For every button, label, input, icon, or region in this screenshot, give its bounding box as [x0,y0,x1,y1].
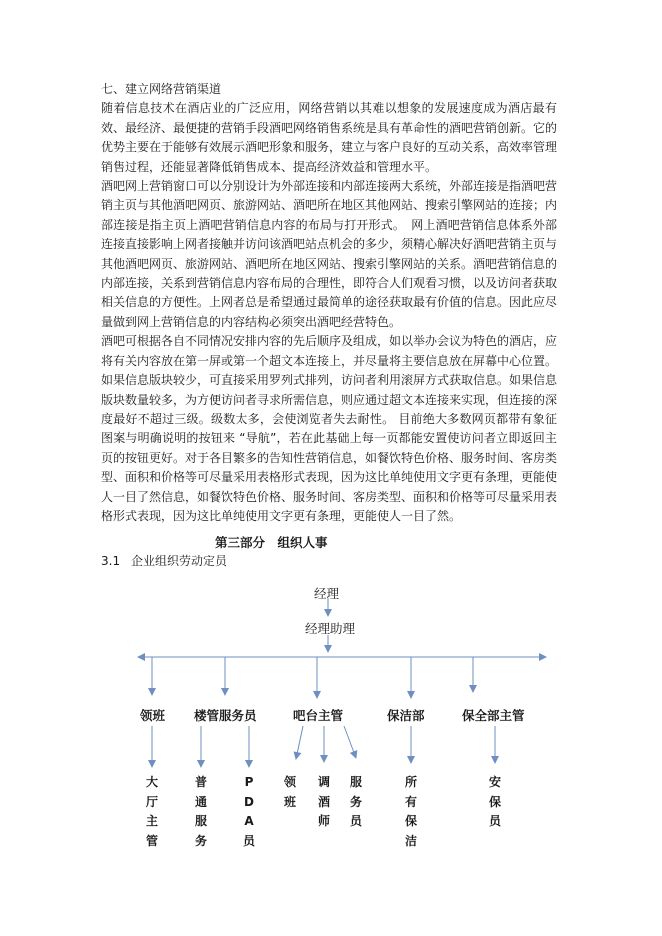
section-heading: 七、建立网络营销渠道 [101,82,222,96]
dept-bar-supervisor: 吧台主管 [293,708,344,723]
staff-all-cleaning: 所有保洁 [404,775,417,848]
arrow-to-bar-lingban [296,726,303,759]
section-number: 3.1 [101,554,121,568]
staff-pda: PDA员 [242,775,255,848]
node-assistant-manager: 经理助理 [305,621,356,636]
section-subtitle [101,552,227,569]
document-body [101,80,557,526]
dept-floor-staff: 楼管服务员 [194,708,257,723]
staff-lobby-supervisor: 大厅主管 [145,775,158,848]
dept-lingban: 领班 [140,708,166,723]
paragraph-3: 酒吧可根据各自不同情况安排内容的先后顺序及组成，如以举办会议为特色的酒店，应将有关内容放在第一屏或第一个超文本连接上，并尽量将主要信息放在屏幕中心位置。如果信息版块较少，可直接采用罗列式排列，访问者利用滚屏方式获取信息。如果信息版块数量较多，为方便访问者寻求所需信息，则应通过超文本连接来实现，但连接的深度最好不超过三级。级数太多，会使浏览者失去耐性。 目前绝大多数网页都带有象征图案与明确说明的按钮来 “导航”，若在此基础上每一页都能安置使访问者立即返回主页的按钮更好。对于各目繁多的告知性营销信息，如餐饮特色价格、服务时间、客房类型、面积和价格等可尽量采用表格形式表现，因为这比单纯使用文字更有条理，更能使人一目了然信息，如餐饮特色价格、服务时间、客房类型、面积和价格等可尽量采用表格形式表现，因为这比单纯使用文字更有条理，更能使人一目了然。 [101,334,558,523]
staff-bar-lingban: 领班 [283,775,296,809]
paragraph-1: 随着信息技术在酒店业的广泛应用，网络营销以其难以想象的发展速度成为酒店最有效、最经济、最便捷的营销手段酒吧网络销售系统是具有革命性的酒吧营销创新。它的优势主要在于能够有效展示酒吧形象和服务，建立与客户良好的互动关系，高效率管理销售过程，还能显著降低销售成本、提高经济效益和管理水平。 [101,101,558,174]
staff-security-guard: 安保员 [488,775,501,828]
part-title: 第三部分 组织人事 [215,535,328,550]
dept-cleaning: 保洁部 [387,708,425,723]
dept-security-supervisor: 保全部主管 [462,708,525,723]
staff-general-service: 普通服务 [194,775,207,848]
staff-bartender: 调酒师 [317,775,330,828]
org-chart [0,575,662,936]
arrow-to-fuwuyuan [344,726,356,758]
section-title: 企业组织劳动定员 [131,554,228,568]
paragraph-2: 酒吧网上营销窗口可以分别设计为外部连接和内部连接两大系统，外部连接是指酒吧营销主页与其他酒吧网页、旅游网站、酒吧所在地区其他网站、搜索引擎网站的连接；内部连接是指主页上酒吧营销信息内容的布局与打开形式。 网上酒吧营销信息体系外部连接直接影响上网者接触并访问该酒吧站点机会的多少，须精心解决好酒吧营销主页与其他酒吧网页、旅游网站、酒吧所在地区网站、搜索引擎网站的关系。酒吧营销信息的内部连接，关系到营销信息内容布局的合理性，即符合人们观看习惯，以及访问者获取相关信息的方便性。上网者总是希望通过最简单的途径获取最有价值的信息。因此应尽量做到网上营销信息的内容结构必须突出酒吧经营特色。 [101,179,558,329]
staff-waiter: 服务员 [349,775,362,828]
node-manager: 经理 [314,586,340,601]
